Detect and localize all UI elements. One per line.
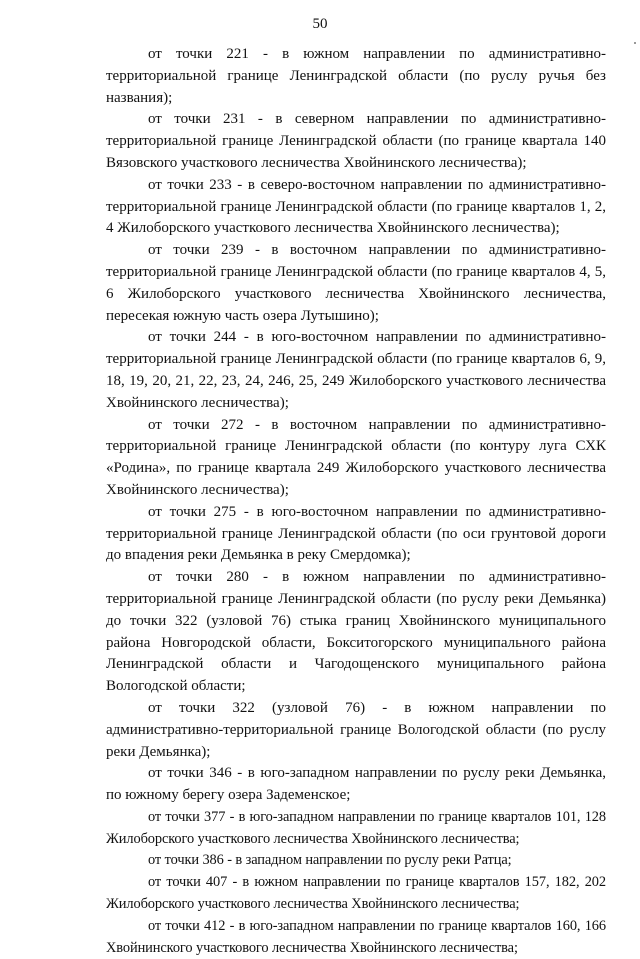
document-body <box>106 44 606 959</box>
paragraph-point-221: от точки 221 - в южном направлении по административно-территориальной границе Ленинградской области (по руслу ручья без названия); <box>106 46 606 106</box>
margin-mark <box>634 42 636 44</box>
paragraph-point-412: от точки 412 - в юго-западном направлении по границе кварталов 160, 166 Хвойнинского участкового лесничества Хвойнинского лесничества; <box>106 917 606 956</box>
paragraph-point-233: от точки 233 - в северо-восточном направлении по административно-территориальной границе Ленинградской области (по границе кварталов 1, 2, 4 Жилоборского участкового лесничества Хвойнинского лесничества); <box>106 176 606 237</box>
paragraph-point-377: от точки 377 - в юго-западном направлении по границе кварталов 101, 128 Жилоборского участкового лесничества Хвойнинского лесничества; <box>106 808 606 847</box>
paragraph-point-275: от точки 275 - в юго-восточном направлении по административно-территориальной границе Ленинградской области (по оси грунтовой дороги до впадения реки Демьянка в реку Смердомка); <box>106 503 606 564</box>
paragraph-point-244: от точки 244 - в юго-восточном направлении по административно-территориальной границе Ленинградской области (по границе кварталов 6, 9, 18, 19, 20, 21, 22, 23, 24, 246, 25, 249 Жилоборского участкового лесничества Хвойнинского лесничества); <box>106 329 606 411</box>
paragraph-point-231: от точки 231 - в северном направлении по административно-территориальной границе Ленинградской области (по границе квартала 140 Вязовского участкового лесничества Хвойнинского лесничества); <box>106 111 606 171</box>
paragraph-point-407: от точки 407 - в южном направлении по границе кварталов 157, 182, 202 Жилоборского участкового лесничества Хвойнинского лесничества; <box>106 874 606 913</box>
paragraph-point-280: от точки 280 - в южном направлении по административно-территориальной границе Ленинградской области (по руслу реки Демьянка) до точки 322 (узловой 76) стыка границ Хвойнинского муниципального района Новгородской области, Бокситогорского муниципального района Ленинградской области и Чагодощенского муниципального района Вологодской области; <box>106 569 606 695</box>
paragraph-point-346: от точки 346 - в юго-западном направлении по руслу реки Демьянка, по южному берегу озера Задеменское; <box>106 765 606 804</box>
paragraph-point-386: от точки 386 - в западном направлении по руслу реки Ратца; <box>148 852 512 869</box>
paragraph-point-322: от точки 322 (узловой 76) - в южном направлении по административно-территориальной границе Вологодской области (по руслу реки Демьянка); <box>106 699 606 760</box>
paragraph-point-239: от точки 239 - в восточном направлении по административно-территориальной границе Ленинградской области (по границе кварталов 4, 5, 6 Жилоборского участкового лесничества Хвойнинского лесничества, пересекая южную часть озера Лутышино); <box>106 242 606 324</box>
page-number: 50 <box>312 16 328 32</box>
paragraph-point-272: от точки 272 - в восточном направлении по административно-территориальной границе Ленинградской области (по контуру луга СХК «Родина», по границе квартала 249 Жилоборского участкового лесничества Хвойнинского лесничества); <box>106 416 606 498</box>
